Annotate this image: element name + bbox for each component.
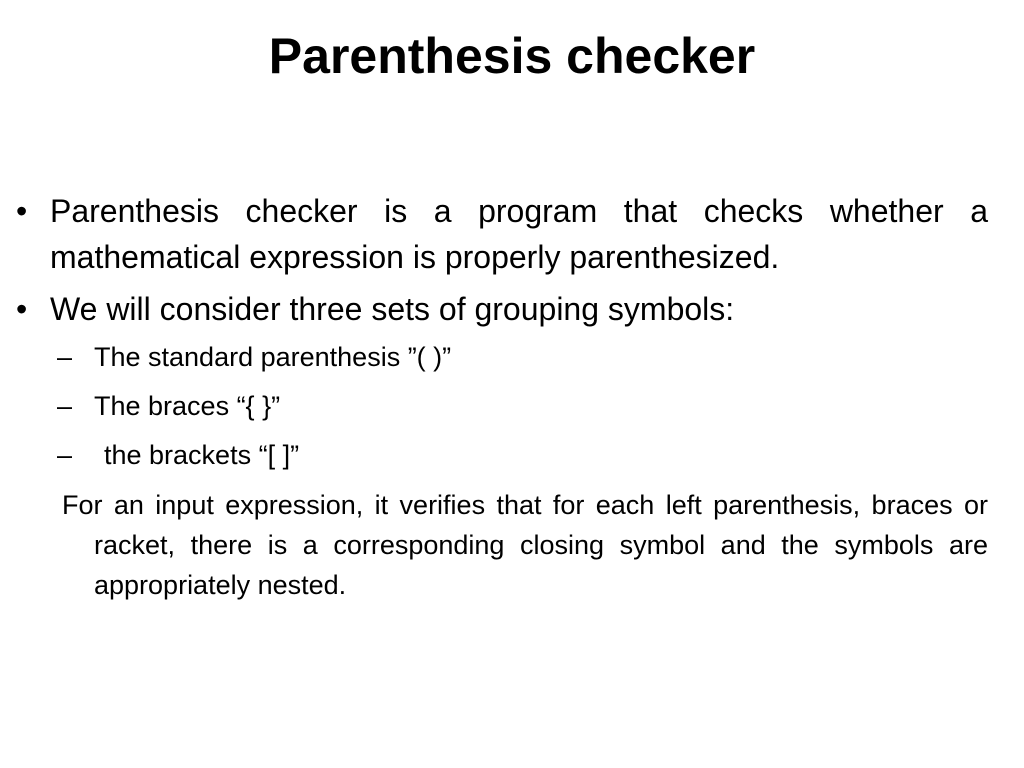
bullet-item-grouping-symbols — [16, 286, 988, 332]
sub-item-parenthesis — [16, 338, 988, 377]
bullet-item-definition — [16, 188, 988, 280]
bullet-text: We will consider three sets of grouping symbols: — [50, 291, 735, 327]
dash-icon: – — [57, 391, 73, 421]
bullet-icon: • — [16, 193, 28, 229]
dash-icon: – — [57, 342, 73, 372]
slide-title: Parenthesis checker — [268, 28, 756, 84]
dash-icon: – — [57, 440, 73, 470]
bullet-text: Parenthesis checker is a program that checks whether a mathematical expression is properly parenthesized. — [50, 193, 988, 275]
slide-body — [16, 188, 988, 605]
note-paragraph: For an input expression, it verifies that for each left parenthesis, braces or racket, there is a corresponding closing symbol and the symbols are appropriately nested. — [62, 490, 988, 600]
sub-item-text: The standard parenthesis ”( )” — [94, 342, 452, 372]
sub-item-brackets — [16, 436, 988, 475]
sub-item-text: the brackets “[ ]” — [104, 440, 300, 470]
bullet-icon: • — [16, 291, 28, 327]
sub-list — [16, 338, 988, 475]
sub-item-text: The braces “{ }” — [94, 391, 281, 421]
sub-item-braces — [16, 387, 988, 426]
